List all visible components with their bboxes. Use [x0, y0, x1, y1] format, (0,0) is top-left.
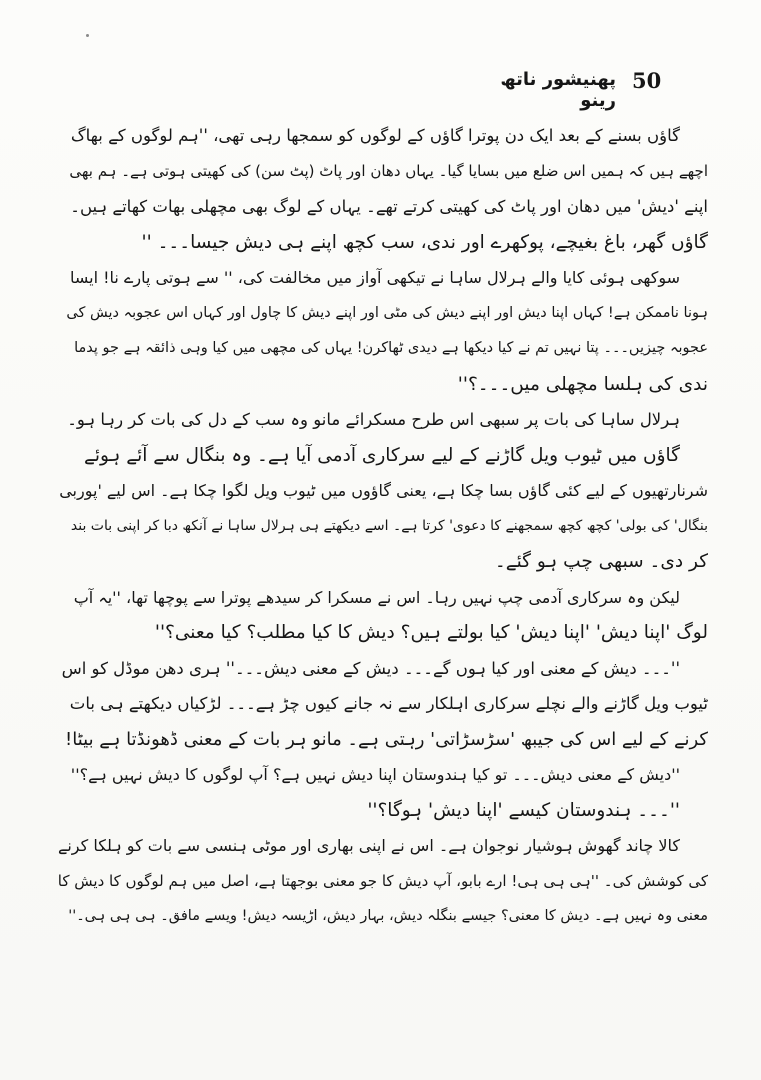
- text-line: کالا چاند گھوش ہوشیار نوجوان ہے۔ اس نے اپنی بھاری اور موٹی ہنسی سے بات کو ہلکا کرنے: [58, 836, 680, 855]
- text-line: بنگال' کی بولی' کچھ کچھ سمجھنے کا دعوی' کرتا ہے۔ اسے دیکھتے ہی ہرلال ساہا نے آنکھ دبا کر اپنی بات بند: [70, 517, 708, 534]
- text-line: سوکھی ہوئی کایا والے ہرلال ساہا نے تیکھی آواز میں مخالفت کی، '' سے ہوتی پارے نا! ایسا: [70, 268, 680, 287]
- text-line: کی کوشش کی۔ ''ہی ہی ہی! ارے بابو، آپ دیش کا جو معنی بوجھتا ہے، اصل میں ہم لوگوں کا دیش کا: [58, 871, 708, 890]
- text-line: اپنے 'دیش' میں دھان اور پاٹ کی کھیتی کرتے تھے۔ یہاں کے لوگ بھی مچھلی بھات کھاتے ہیں۔: [70, 197, 708, 216]
- text-line: گاؤں بسنے کے بعد ایک دن پوترا گاؤں کے لوگوں کو سمجھا رہی تھی، ''ہم لوگوں کے بھاگ: [70, 126, 680, 145]
- page-header: [0, 66, 761, 111]
- text-line: ندی کی ہلسا مچھلی میں۔۔۔؟'': [457, 373, 708, 395]
- running-title: پھنیشور ناتھ رینو: [500, 69, 616, 111]
- paper-speck: [86, 34, 89, 37]
- text-line: کر دی۔ سبھی چپ ہو گئے۔: [494, 551, 708, 572]
- text-line: گاؤں میں ٹیوب ویل گاڑنے کے لیے سرکاری آدمی آیا ہے۔ وہ بنگال سے آئے ہوئے: [84, 444, 680, 466]
- text-line: گاؤں گھر، باغ بغیچے، پوکھرے اور ندی، سب کچھ اپنے ہی دیش جیسا۔۔۔ '': [141, 231, 708, 253]
- text-line: ہونا ناممکن ہے! کہاں اپنا دیش اور اپنے دیش کی مٹی اور اپنے دیش کا چاول اور کہاں اس عجوبہ دیش کی: [66, 304, 708, 321]
- text-line: اچھے ہیں کہ ہمیں اس ضلع میں بسایا گیا۔ یہاں دھان اور پاٹ (پٹ سن) کی کھیتی ہوتی ہے۔ ہم بھی: [69, 161, 708, 180]
- text-line: عجوبہ چیزیں۔۔۔ پتا نہیں تم نے کیا دیکھا ہے دیدی ٹھاکرن! یہاں کی مچھی میں کیا وہی ذائقہ ہے جو پدما: [74, 340, 708, 356]
- text-line: ٹیوب ویل گاڑنے والے نچلے سرکاری اہلکار سے نہ جانے کیوں چڑ ہے۔۔۔ لڑکیاں دیکھتے ہی بات: [69, 694, 708, 713]
- page-number: 50: [632, 68, 662, 93]
- text-line: شرنارتھیوں کے لیے کئی گاؤں بسا چکا ہے، یعنی گاؤوں میں ٹیوب ویل لگوا چکا ہے۔ اس لیے 'پوربی: [59, 481, 708, 500]
- text-line: لوگ 'اپنا دیش' 'اپنا دیش' کیا بولتے ہیں؟ دیش کا کیا مطلب؟ کیا معنی؟'': [154, 622, 708, 643]
- text-line: کرنے کے لیے اس کی جیبھ 'سڑسڑاتی' رہتی ہے۔ مانو ہر بات کے معنی ڈھونڈتا ہے بیٹا!: [65, 728, 708, 750]
- text-line: ہرلال ساہا کی بات پر سبھی اس طرح مسکرائے مانو وہ سب کے دل کی بات کر رہا ہو۔: [67, 410, 680, 429]
- body-text: [58, 118, 708, 935]
- text-line: معنی وہ نہیں ہے۔ دیش کا معنی؟ جیسے بنگلہ دیش، بہار دیش، اڑیسہ دیش! ویسے مافق۔ ہی ہی ہی۔'': [68, 908, 708, 924]
- text-line: ''۔۔۔ ہندوستان کیسے 'اپنا دیش' ہوگا؟'': [367, 799, 680, 821]
- text-line: لیکن وہ سرکاری آدمی چپ نہیں رہا۔ اس نے مسکرا کر سیدھے پوترا سے پوچھا تھا، ''یہ آپ: [73, 587, 680, 607]
- text-line: ''دیش کے معنی دیش۔۔۔ تو کیا ہندوستان اپنا دیش نہیں ہے؟ آپ لوگوں کا دیش نہیں ہے؟'': [70, 765, 680, 784]
- text-line: ''۔۔۔ دیش کے معنی اور کیا ہوں گے۔۔۔ دیش کے معنی دیش۔۔۔'' ہری دھن موڈل کو اس: [61, 658, 680, 678]
